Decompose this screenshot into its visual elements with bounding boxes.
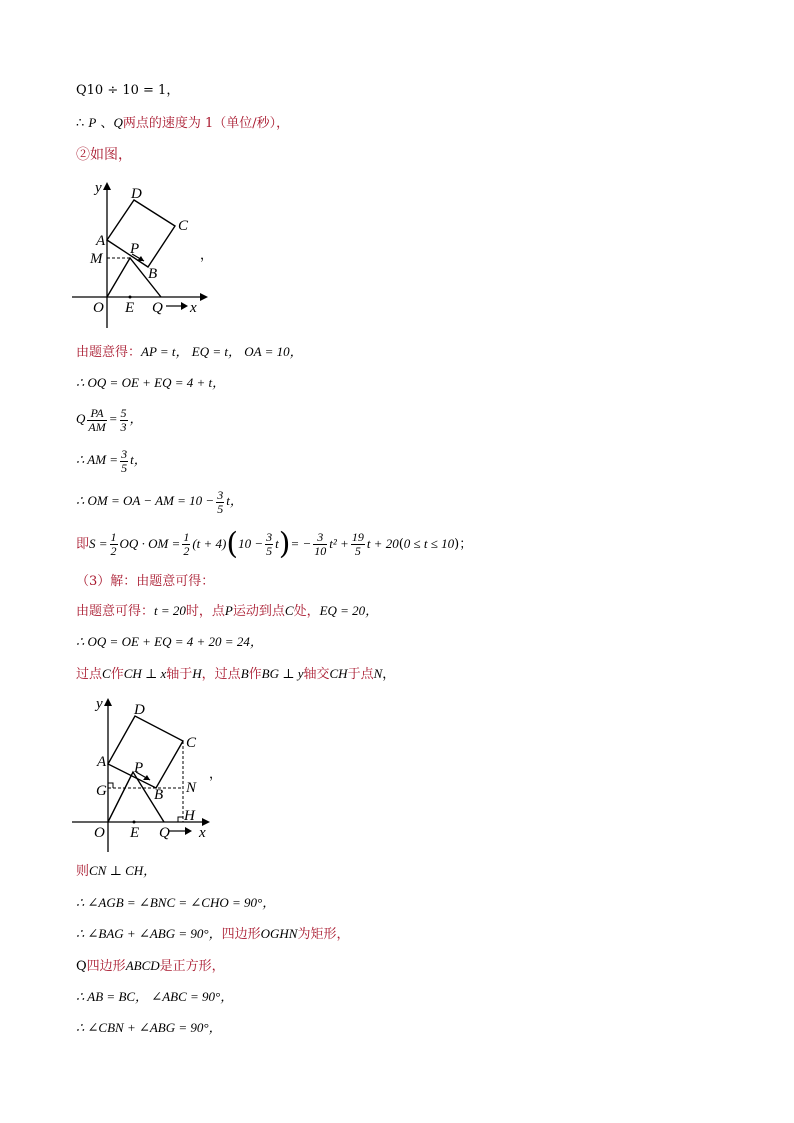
math-expression: 10 − [238,536,264,551]
text-line [76,862,156,881]
math-expression: EQ = 20， [319,603,379,618]
label-b: B [148,266,158,282]
math-expression: ∴ ∠AGB = ∠BNC = ∠CHO = 90°， [76,895,276,910]
text-line [76,665,395,684]
line-text: 作 [110,667,124,682]
fraction-numerator: 3 [313,531,327,545]
line-text: 四边形 [86,959,126,974]
label-b: B [154,787,164,803]
line-text: 、 [96,116,114,131]
text-line [76,114,289,133]
math-expression: 0 ≤ t ≤ 10 [403,536,455,551]
math-var: C [284,603,294,618]
point-e [133,821,136,824]
label-y: y [95,180,102,196]
text-line [76,146,132,164]
math-expression: ∴ ∠BAG + ∠ABG = 90°， [76,926,222,941]
math-var: CH [329,666,348,681]
text-line [76,374,225,392]
fraction-numerator: 3 [217,487,224,502]
text-line [76,602,378,621]
fraction-denominator: 3 [120,419,127,434]
line-text: 两点的速度为 1（单位/秒）， [122,116,290,131]
text-line [76,925,349,944]
label-y: y [96,696,103,712]
text-line [76,988,233,1006]
text-line [76,443,147,477]
q-arrow-head-icon [181,302,188,310]
text-line [76,633,263,651]
label-g: G [96,783,107,799]
text-line [76,894,275,912]
label-n: N [186,780,197,796]
math-expression: t [275,536,279,551]
math-var: N [373,666,383,681]
q-arrow-head-icon [185,827,192,835]
fraction-denominator: 5 [217,501,224,516]
label-e: E [130,825,140,841]
math-expression: OQ · OM = [119,536,181,551]
text-line [76,402,143,436]
line-text: ∴ [76,116,89,131]
text-line [76,484,243,518]
fraction-denominator: AM [88,419,106,434]
line-text: ∴ OM = OA − AM = 10 − [76,493,215,508]
fraction-numerator: 3 [266,530,273,544]
math-expression: = − [290,536,312,551]
line-text: ； [459,537,473,552]
line-text: 为矩形， [297,927,350,942]
text-line: 即S = $\frac{1}{2}$ OQ · OM = $\frac{1}{2}$ (t + 4)(10 − $\frac{3}{5}$ t)= − $\frac{3}{10}$ t² + $\frac{19}{5}$ t + 20(0 ≤ t ≤ 10)； [76,526,473,562]
line-text: 过点 [76,667,103,682]
line-text: 四边形 [221,927,261,942]
math-expression: CH ⊥ x [123,666,167,681]
figure-1-suffix [200,247,213,265]
math-expression: ∴ ∠CBN + ∠ABG = 90°， [76,1020,222,1035]
math-var: H [192,666,202,681]
line-text: 轴于 [166,667,193,682]
line-text: Q10 ÷ 10 = 1， [76,83,180,98]
line-text: 则 [76,864,90,879]
line-text: = [108,411,118,426]
fraction-numerator: 1 [110,530,117,544]
line-text: 于点 [347,667,374,682]
math-expression: BG ⊥ y [261,666,304,681]
figure-2-suffix [209,766,222,784]
line-text: t， [226,493,243,508]
math-expression: ∴ OQ = OE + EQ = 4 + 20 = 24， [76,634,263,649]
line-text: Q [76,411,86,426]
fraction-denominator: 5 [354,544,361,558]
fraction-numerator: 19 [351,530,364,544]
fraction-denominator: 2 [183,544,190,558]
figure-2-diagram [72,692,222,852]
math-expression: t + 20 [366,536,399,551]
text-line [76,82,179,100]
fraction-denominator: 2 [110,544,117,558]
math-var: OGHN [260,926,298,941]
line-text: 轴交 [303,667,330,682]
math-expression: AP = t， EQ = t， OA = 10， [141,344,303,359]
label-c: C [186,735,197,751]
label-p: P [130,241,140,257]
p-arrow-head-icon [143,775,150,780]
math-expression: CN ⊥ CH， [89,863,157,878]
math-expression: ∴ AB = BC， ∠ABC = 90°， [76,989,234,1004]
line-text: ， [209,767,223,782]
label-q: Q [159,825,170,841]
y-axis-arrow-icon [103,182,111,190]
math-var: C [102,666,111,681]
line-text: （3）解：由题意可得： [76,574,215,589]
line-text: ∴ AM = [76,452,119,467]
math-expression: (t + 4) [192,536,227,551]
line-text: 运动到点 [232,604,285,619]
text-line [76,573,214,591]
line-text: ，过点 [201,667,241,682]
label-q: Q [152,300,163,316]
right-angle-g [108,783,113,788]
label-o: O [93,300,104,316]
point-e [129,296,132,299]
right-angle-h [178,817,183,822]
line-text: 是正方形， [159,959,225,974]
line-text: Q [76,959,87,974]
fraction-numerator: 1 [183,530,190,544]
fraction-numerator: PA [87,407,106,421]
fraction-numerator: 5 [120,405,127,420]
label-d: D [131,186,142,202]
label-d: D [134,702,145,718]
math-var: B [240,666,249,681]
math-var: P [224,603,233,618]
text-line [76,957,225,976]
y-axis-arrow-icon [104,698,112,706]
line-text: 处， [293,604,320,619]
fraction-denominator: 5 [266,544,273,558]
line-text: 由题意可得： [76,604,155,619]
line-text: ， [200,248,214,263]
math-var: ABCD [125,958,160,973]
line-text: 由题意得： [76,345,142,360]
x-axis-arrow-icon [200,293,208,301]
fraction-denominator: 10 [314,544,327,558]
math-expression: t² + [329,536,349,551]
line-text: ， [382,667,396,682]
math-var: P [88,115,97,130]
label-c: C [178,218,189,234]
line-text: t， [130,452,147,467]
label-e: E [125,300,135,316]
line-text: 时，点 [185,604,225,619]
math-expression: t = 20 [154,603,186,618]
label-x: x [199,825,206,841]
fraction-denominator: 5 [121,460,128,475]
label-m: M [90,251,103,267]
line-text: 即 [76,537,90,552]
line-text: ， [129,411,143,426]
math-expression: ∴ OQ = OE + EQ = 4 + t， [76,375,226,390]
label-p: P [134,760,144,776]
line-text: ②如图， [76,147,132,163]
fraction-numerator: 3 [121,446,128,461]
label-x: x [190,300,197,316]
line-text: 作 [248,667,262,682]
text-line [76,343,303,362]
label-a: A [96,233,106,249]
label-o: O [94,825,105,841]
label-a: A [97,754,107,770]
text-line [76,1019,222,1037]
math-var: Q [113,115,123,130]
math-expression: S = [89,536,108,551]
label-h: H [184,808,195,824]
